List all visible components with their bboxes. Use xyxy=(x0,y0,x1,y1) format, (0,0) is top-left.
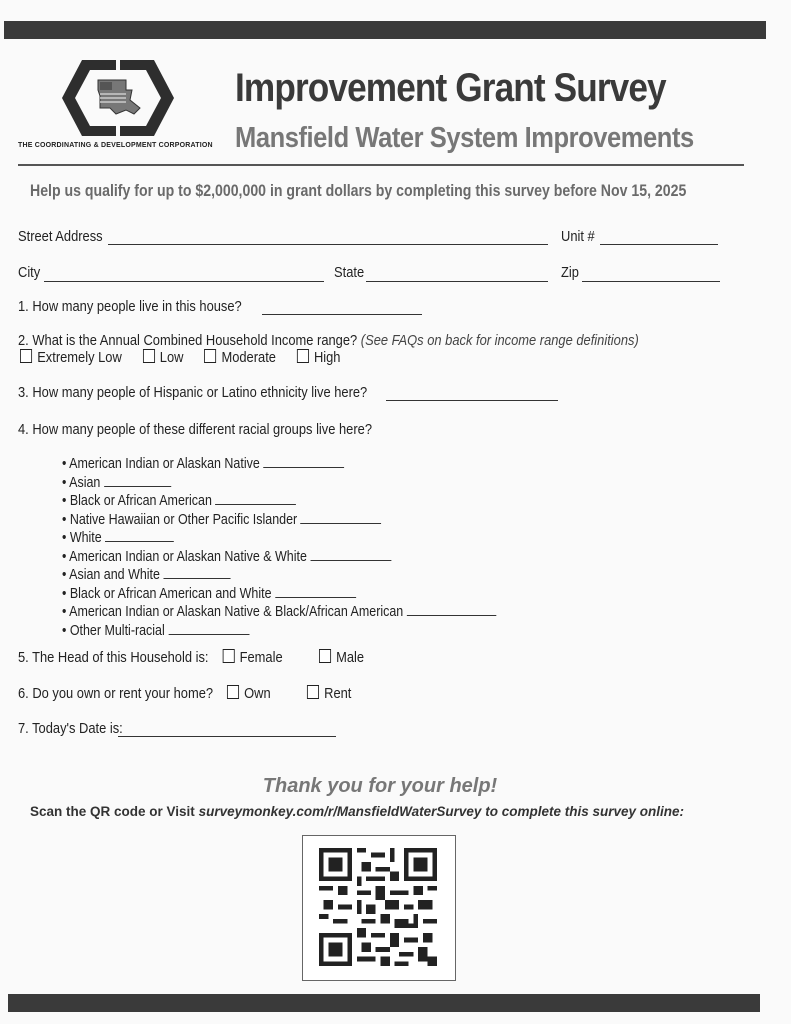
checkbox[interactable] xyxy=(143,349,155,363)
checkbox[interactable] xyxy=(20,349,32,363)
count-field[interactable] xyxy=(215,492,296,505)
count-field[interactable] xyxy=(105,529,174,542)
qr-code-icon[interactable] xyxy=(317,848,439,966)
q7-label: 7. Today's Date is: xyxy=(18,720,123,737)
q1-label: 1. How many people live in this house? xyxy=(18,298,242,315)
top-bar xyxy=(4,21,766,39)
count-field[interactable] xyxy=(275,585,356,598)
list-item: • Asian xyxy=(62,474,496,493)
page-title: Improvement Grant Survey xyxy=(235,66,666,110)
q4-label: 4. How many people of these different racial groups live here? xyxy=(18,421,373,438)
count-field[interactable] xyxy=(168,622,249,635)
option-rent[interactable]: Rent xyxy=(307,685,351,702)
checkbox[interactable] xyxy=(297,349,309,363)
city-label: City xyxy=(18,264,41,281)
date-field[interactable] xyxy=(118,736,336,737)
option-low[interactable]: Low xyxy=(143,349,184,366)
option-own[interactable]: Own xyxy=(227,685,271,702)
count-field[interactable] xyxy=(163,566,230,579)
q2-note: (See FAQs on back for income range definitions) xyxy=(360,332,639,349)
bottom-bar xyxy=(8,994,760,1012)
q3-label: 3. How many people of Hispanic or Latino ethnicity live here? xyxy=(18,384,368,401)
unit-field[interactable] xyxy=(600,244,718,245)
street-address-field[interactable] xyxy=(108,244,548,245)
page-subtitle: Mansfield Water System Improvements xyxy=(235,122,694,154)
q3-answer-field[interactable] xyxy=(386,400,558,401)
unit-label: Unit # xyxy=(561,228,595,245)
list-item: • American Indian or Alaskan Native xyxy=(62,455,496,474)
checkbox[interactable] xyxy=(227,685,239,699)
city-field[interactable] xyxy=(44,281,324,282)
header-divider xyxy=(18,164,744,166)
corporation-logo-icon xyxy=(60,56,176,140)
q5-question xyxy=(18,649,381,666)
option-moderate[interactable]: Moderate xyxy=(204,349,276,366)
org-name: THE COORDINATING & DEVELOPMENT CORPORATION xyxy=(18,142,213,149)
qr-code-frame xyxy=(302,835,456,981)
count-field[interactable] xyxy=(104,474,171,487)
q5-label: 5. The Head of this Household is: xyxy=(18,649,209,666)
count-field[interactable] xyxy=(301,511,382,524)
checkbox[interactable] xyxy=(222,649,234,663)
count-field[interactable] xyxy=(407,603,496,616)
list-item: • Asian and White xyxy=(62,566,496,585)
q2-label: 2. What is the Annual Combined Household Income range? xyxy=(18,332,358,349)
list-item: • Black or African American xyxy=(62,492,496,511)
thank-you-message: Thank you for your help! xyxy=(262,775,498,797)
state-label: State xyxy=(334,264,365,281)
option-female[interactable]: Female xyxy=(222,649,282,666)
zip-label: Zip xyxy=(561,264,579,281)
count-field[interactable] xyxy=(310,548,391,561)
state-field[interactable] xyxy=(366,281,548,282)
list-item: • American Indian or Alaskan Native & White xyxy=(62,548,496,567)
count-field[interactable] xyxy=(263,455,344,468)
option-high[interactable]: High xyxy=(297,349,341,366)
q6-label: 6. Do you own or rent your home? xyxy=(18,685,214,702)
street-address-label: Street Address xyxy=(18,228,103,245)
survey-link[interactable]: surveymonkey.com/r/MansfieldWaterSurvey xyxy=(198,804,482,819)
race-group-list xyxy=(62,455,496,640)
income-options xyxy=(20,349,358,366)
list-item: • Other Multi-racial xyxy=(62,622,496,641)
option-extremely-low[interactable]: Extremely Low xyxy=(20,349,122,366)
option-male[interactable]: Male xyxy=(319,649,364,666)
zip-field[interactable] xyxy=(582,281,720,282)
tagline: Help us qualify for up to $2,000,000 in grant dollars by completing this survey before Nov 15, 2025 xyxy=(30,181,687,200)
q1-answer-field[interactable] xyxy=(262,314,422,315)
scan-instructions: Scan the QR code or Visit surveymonkey.com/r/MansfieldWaterSurvey to complete this survey online: xyxy=(30,804,684,819)
list-item: • White xyxy=(62,529,496,548)
list-item: • Native Hawaiian or Other Pacific Islander xyxy=(62,511,496,530)
checkbox[interactable] xyxy=(307,685,319,699)
checkbox[interactable] xyxy=(204,349,216,363)
checkbox[interactable] xyxy=(319,649,331,663)
q6-question xyxy=(18,685,369,702)
q2-question xyxy=(18,332,639,349)
list-item: • American Indian or Alaskan Native & Black/African American xyxy=(62,603,496,622)
list-item: • Black or African American and White xyxy=(62,585,496,604)
